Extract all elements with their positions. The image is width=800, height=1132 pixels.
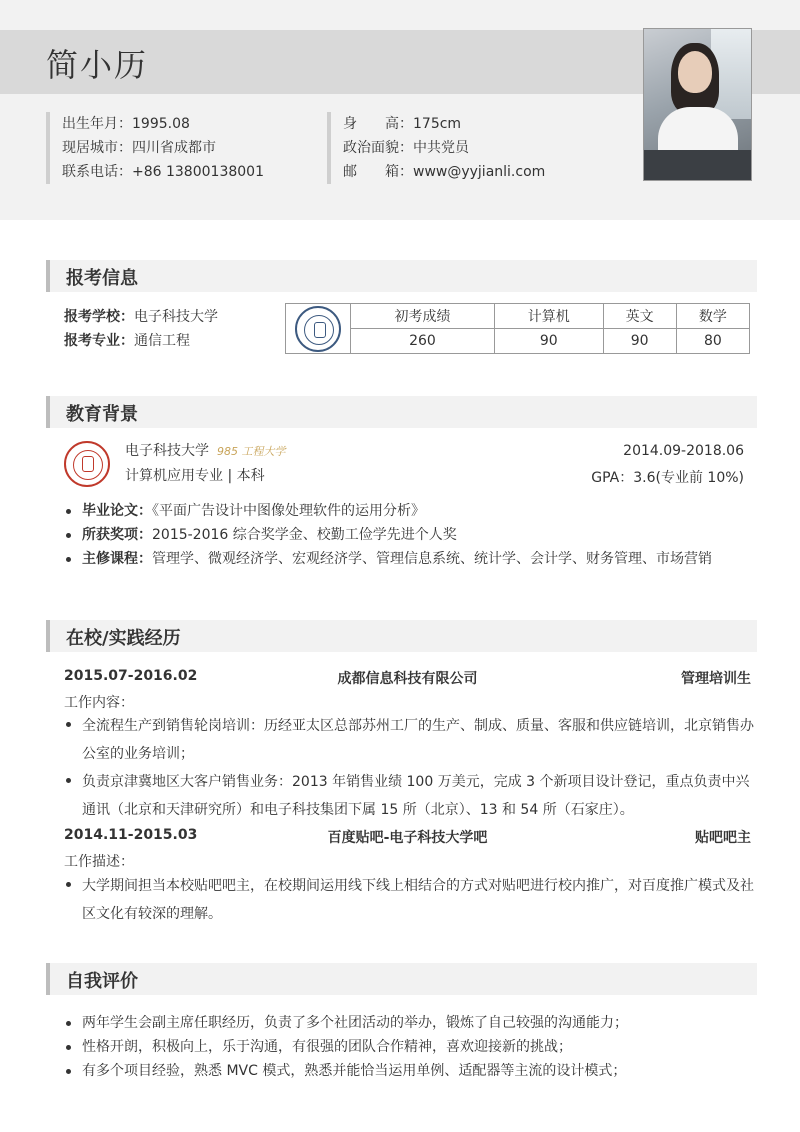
section-experience-title: 在校/实践经历 [66,628,181,649]
edu-item-text: 2015-2016 综合奖学金、校勤工俭学先进个人奖 [152,527,457,543]
school-seal-icon [295,306,341,352]
edu-details-list [64,499,754,571]
photo-face [678,51,712,93]
edu-period: 2014.09-2018.06 [623,443,744,459]
profile-photo [643,28,752,181]
edu-item-text: 《平面广告设计中图像处理软件的运用分析》 [152,503,425,519]
school-logo-cell [286,304,351,354]
list-item: 性格开朗，积极向上，乐于沟通，有很强的团队合作精神，喜欢迎接新的挑战； [64,1035,754,1059]
height: 身 高：175cm [343,116,462,132]
list-item [64,499,754,523]
apply-major-label: 报考专业： [64,333,134,349]
score-value: 260 [351,329,495,354]
section-education [46,396,757,428]
score-table [285,303,750,354]
list-item: 有多个项目经验，熟悉 MVC 模式，熟悉并能恰当运用单例、适配器等主流的设计模式； [64,1059,754,1083]
exp-org: 百度贴吧-电子科技大学吧 [327,830,488,846]
apply-major [64,329,190,353]
university-seal-icon [64,441,110,487]
section-self-eval-title: 自我评价 [66,971,138,992]
score-header: 初考成绩 [351,304,495,329]
section-education-title: 教育背景 [66,404,138,425]
current-city: 现居城市：四川省成都市 [62,140,216,156]
resume-name: 简小历 [46,46,149,84]
score-header: 英文 [603,304,676,329]
list-item: 大学期间担当本校贴吧吧主，在校期间运用线下线上相结合的方式对贴吧进行校内推广，对百度推广模式及社区文化有较深的理解。 [64,872,754,928]
edu-item-label: 主修课程： [82,551,152,567]
personal-info-right [327,112,545,184]
score-header-row [286,304,750,329]
section-self-eval [46,963,757,995]
edu-item-label: 所获奖项： [82,527,152,543]
email: 邮 箱：www@yyjianli.com [343,164,546,180]
experience-header [64,827,751,849]
edu-school-name: 电子科技大学 [125,443,209,459]
list-item [64,523,754,547]
edu-school-tag: 985 工程大学 [217,445,286,458]
edu-item-text: 管理学、微观经济学、宏观经济学、管理信息系统、统计学、会计学、财务管理、市场营销 [152,551,712,567]
apply-major-value: 通信工程 [134,333,190,349]
exp-label: 工作描述： [64,854,134,870]
political-status: 政治面貌：中共党员 [343,140,469,156]
list-item: 全流程生产到销售轮岗培训：历经亚太区总部苏州工厂的生产、制成、质量、客服和供应链培训，北京销售办公室的业务培训； [64,712,754,768]
section-experience [46,620,757,652]
edu-gpa: GPA：3.6(专业前 10%) [591,470,744,486]
exp-list [64,872,754,928]
apply-school [64,305,218,329]
section-apply-title: 报考信息 [66,268,138,289]
exp-date: 2015.07-2016.02 [64,668,198,684]
exp-role: 管理培训生 [681,671,751,687]
score-header: 数学 [676,304,749,329]
score-value: 80 [676,329,749,354]
edu-item-label: 毕业论文： [82,503,152,519]
apply-school-value: 电子科技大学 [134,309,218,325]
section-apply [46,260,757,292]
exp-role: 贴吧吧主 [695,830,751,846]
list-item [64,547,754,571]
list-item: 两年学生会副主席任职经历，负责了多个社团活动的举办，锻炼了自己较强的沟通能力； [64,1011,754,1035]
phone-number: 联系电话：+86 13800138001 [62,164,264,180]
score-value-row [286,329,750,354]
score-value: 90 [494,329,603,354]
self-eval-list [64,1011,754,1083]
personal-info-left [46,112,264,184]
exp-org: 成都信息科技有限公司 [337,671,478,687]
apply-school-label: 报考学校： [64,309,134,325]
edu-major: 计算机应用专业 | 本科 [125,468,265,484]
list-item: 负责京津冀地区大客户销售业务：2013 年销售业绩 100 万美元，完成 3 个新项目设计登记，重点负责中兴通讯（北京和天津研究所）和电子科技集团下属 15 所（北京）、13 和 54 所（石家庄）。 [64,768,754,824]
score-header: 计算机 [494,304,603,329]
exp-label: 工作内容： [64,695,134,711]
exp-list [64,712,754,824]
photo-desk [644,150,752,180]
exp-date: 2014.11-2015.03 [64,827,198,843]
edu-school [125,440,286,460]
score-value: 90 [603,329,676,354]
birth-date: 出生年月：1995.08 [62,116,190,132]
experience-header [64,668,751,690]
